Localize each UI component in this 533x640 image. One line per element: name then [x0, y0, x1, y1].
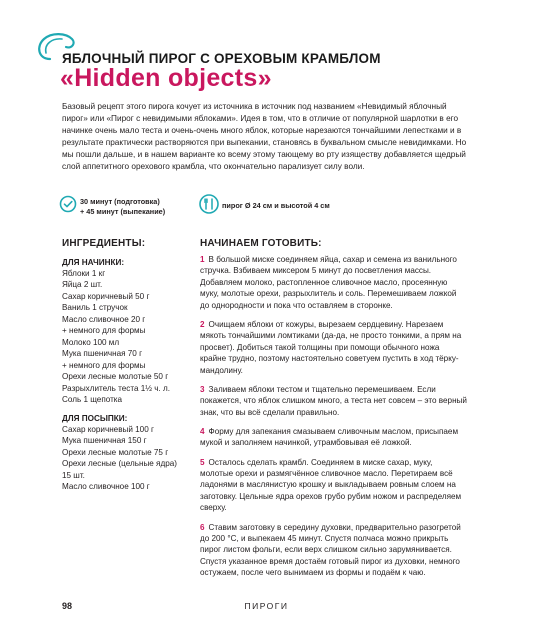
clock-check-icon [58, 194, 78, 214]
step-number: 1 [200, 255, 205, 264]
list-item: 15 шт. [62, 470, 85, 480]
step-text: Очищаем яблоки от кожуры, вырезаем сердцевину. Нарезаем мякоть тончайшими ломтиками (да-да, не просто тонкими, а прям на просвет). Добиться такой толщины при помощи обычного ножа крайне трудно, поэтому настоятельно советуем пустить в ход тёрку-мандолину. [200, 319, 462, 375]
list-item: Ваниль 1 стручок [62, 303, 128, 313]
filling-list [62, 268, 170, 405]
step-number: 4 [200, 426, 205, 436]
plate-cutlery-icon [198, 193, 220, 215]
step-number: 3 [200, 384, 205, 394]
list-item: Масло сливочное 20 г [62, 314, 146, 324]
recipe-subtitle: «Hidden objects» [60, 64, 272, 92]
list-item: Соль 1 щепотка [62, 394, 123, 404]
step-number: 6 [200, 522, 205, 532]
cooking-time [80, 197, 165, 217]
crumble-list [62, 424, 177, 493]
list-item: Мука пшеничная 70 г [62, 349, 143, 359]
list-item: Орехи лесные (цельные ядра) [62, 459, 177, 469]
step-text: Ставим заготовку в середину духовки, предварительно разогретой до 200 °С, и выпекаем 45 минут. Спустя полчаса можно прикрыть пирог листом фольги, если верх слишком сильно зарумянивается. Спустя указанное время достаём готовый пирог из духовки, немного остужаем, после чего вынимаем из формы и подаём к чаю. [200, 522, 461, 578]
list-item: + немного для формы [62, 326, 146, 336]
step-6 [200, 522, 467, 579]
step-4 [200, 426, 467, 449]
filling-heading: ДЛЯ НАЧИНКИ: [62, 258, 125, 267]
method-heading: НАЧИНАЕМ ГОТОВИТЬ: [200, 238, 322, 249]
list-item: Орехи лесные молотые 50 г [62, 372, 169, 382]
list-item: Мука пшеничная 150 г [62, 436, 147, 446]
step-number: 2 [200, 319, 205, 329]
recipe-title: ЯБЛОЧНЫЙ ПИРОГ С ОРЕХОВЫМ КРАМБЛОМ [62, 51, 381, 66]
prep-time: 30 минут (подготовка) [80, 197, 160, 206]
steps-list [200, 254, 467, 586]
step-number: 5 [200, 457, 205, 467]
list-item: Орехи лесные молотые 75 г [62, 447, 169, 457]
pie-size: пирог Ø 24 см и высотой 4 см [222, 201, 330, 210]
list-item: + немного для формы [62, 360, 146, 370]
step-1 [200, 254, 467, 311]
list-item: Яйца 2 шт. [62, 280, 103, 290]
step-text: Форму для запекания смазываем сливочным маслом, присыпаем мукой и заполняем начинкой, утрамбовывая её ложкой. [200, 426, 459, 448]
list-item: Сахар коричневый 100 г [62, 425, 154, 434]
list-item: Разрыхлитель теста 1½ ч. л. [62, 383, 171, 393]
list-item: Сахар коричневый 50 г [62, 291, 150, 301]
crumble-heading: ДЛЯ ПОСЫПКИ: [62, 414, 128, 423]
step-text: В большой миске соединяем яйца, сахар и семена из ванильного стручка. Взбиваем миксером 5 минут до посветления массы. Добавляем молоко, растопленное сливочное масло, просеянную муку, молотые орехи, разрыхлитель и соль. Перемешиваем ложкой до однородности и пока что оставляем в сторонке. [200, 255, 457, 310]
step-2 [200, 319, 467, 376]
step-text: Заливаем яблоки тестом и тщательно перемешиваем. Если покажется, что яблок слишком много, а теста нет совсем – это верный знак, что вы всё сделали правильно. [200, 384, 467, 417]
list-item: Яблоки 1 кг [62, 269, 106, 278]
intro-paragraph: Базовый рецепт этого пирога кочует из источника в источник под названием «Невидимый яблочный пирог» или «Пирог с невидимыми яблоками». Идея в том, что в отличие от популярной шарлотки в его начинке очень мало теста и очень-очень много яблок, которые нарезаются тончайшими лепестками и в результате практически растворяются при выпекании, становясь в буквальном смысле невидимками. Но мы пошли дальше, и в нашем варианте ко всему этому тающему во рту изяществу добавляется щедрый слой аппетитного орехового крамбла, что окончательно парализует силу воли. [62, 102, 467, 172]
list-item: Молоко 100 мл [62, 337, 120, 347]
step-5 [200, 457, 467, 514]
step-text: Осталось сделать крамбл. Соединяем в миске сахар, муку, молотые орехи и размягчённое сливочное масло. Перетираем всё ладонями в маслянистую крошку и выкладываем ровным слоем на заготовку. Цельные ядра орехов грубо рубим ножом и распределяем сверху. [200, 457, 462, 513]
bake-time: + 45 минут (выпекание) [80, 206, 166, 216]
section-name: ПИРОГИ [244, 601, 289, 611]
list-item: Масло сливочное 100 г [62, 482, 150, 492]
step-3 [200, 384, 467, 418]
ingredients-heading: ИНГРЕДИЕНТЫ: [62, 238, 146, 249]
page-number: 98 [62, 601, 73, 611]
